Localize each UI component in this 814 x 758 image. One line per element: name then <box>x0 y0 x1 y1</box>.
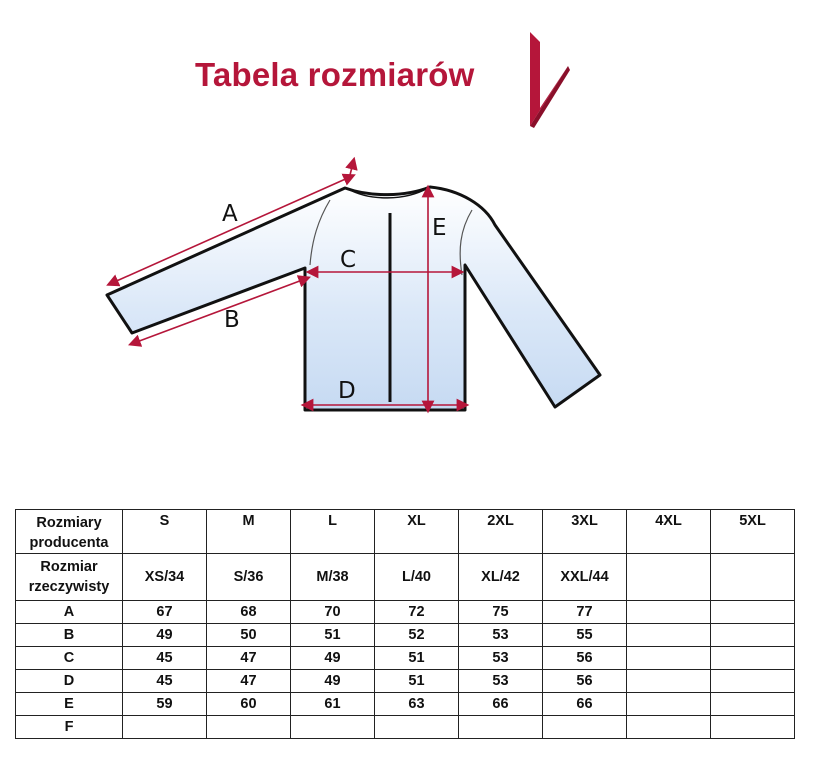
table-row <box>16 624 795 647</box>
table-row <box>16 716 795 739</box>
size-table <box>15 509 795 739</box>
header-size-cell: XL <box>375 510 459 554</box>
measurement-cell: 68 <box>207 601 291 624</box>
real-size-cell: XL/42 <box>459 554 543 601</box>
measurement-cell <box>627 716 711 739</box>
table-row <box>16 601 795 624</box>
real-size-cell: XS/34 <box>123 554 207 601</box>
measurement-cell: 51 <box>375 670 459 693</box>
row-label-cell: B <box>16 624 123 647</box>
table-row <box>16 670 795 693</box>
measurement-cell <box>711 624 795 647</box>
measurement-cell <box>627 624 711 647</box>
header-row <box>16 510 795 554</box>
label-b: B <box>224 307 240 333</box>
measurement-cell: 53 <box>459 670 543 693</box>
measurement-cell <box>375 716 459 739</box>
row-label-cell: D <box>16 670 123 693</box>
measurement-cell: 55 <box>543 624 627 647</box>
measurement-cell <box>711 647 795 670</box>
measurement-cell <box>291 716 375 739</box>
header-label-line2: producenta <box>29 535 109 551</box>
real-size-cell: L/40 <box>375 554 459 601</box>
label-c: C <box>340 247 357 273</box>
real-label-line2: rzeczywisty <box>28 579 110 595</box>
row-label-cell: C <box>16 647 123 670</box>
real-size-cell: M/38 <box>291 554 375 601</box>
measurement-cell: 70 <box>291 601 375 624</box>
measurement-cell <box>627 670 711 693</box>
real-label-cell <box>16 554 123 601</box>
real-size-cell <box>711 554 795 601</box>
measurement-cell: 51 <box>375 647 459 670</box>
label-d: D <box>338 378 356 404</box>
measurement-cell <box>711 670 795 693</box>
header-size-cell: S <box>123 510 207 554</box>
measurement-cell: 49 <box>123 624 207 647</box>
measurement-cell: 45 <box>123 670 207 693</box>
measurement-cell <box>711 601 795 624</box>
measurement-cell: 47 <box>207 670 291 693</box>
measurement-cell: 53 <box>459 647 543 670</box>
real-label-line1: Rozmiar <box>40 559 98 575</box>
row-label-cell: E <box>16 693 123 716</box>
measurement-cell: 52 <box>375 624 459 647</box>
row-label-cell: F <box>16 716 123 739</box>
header-label-cell <box>16 510 123 554</box>
measurement-cell: 50 <box>207 624 291 647</box>
label-a: A <box>222 201 238 227</box>
measurement-cell: 49 <box>291 670 375 693</box>
page-title: Tabela rozmiarów <box>195 56 475 93</box>
sweater-outline <box>107 187 600 410</box>
measurement-cell: 51 <box>291 624 375 647</box>
header-size-cell: M <box>207 510 291 554</box>
measurement-cell: 59 <box>123 693 207 716</box>
real-size-row <box>16 554 795 601</box>
real-size-cell <box>627 554 711 601</box>
measurement-cell: 67 <box>123 601 207 624</box>
measurement-cell: 49 <box>291 647 375 670</box>
header-size-cell: 4XL <box>627 510 711 554</box>
measurement-cell <box>459 716 543 739</box>
measurement-cell <box>627 693 711 716</box>
header-size-cell: 2XL <box>459 510 543 554</box>
down-arrow-icon <box>510 30 576 130</box>
measurement-cell: 61 <box>291 693 375 716</box>
sweater-diagram <box>100 155 620 425</box>
measurement-cell <box>711 716 795 739</box>
measurement-cell: 75 <box>459 601 543 624</box>
measurement-cell: 56 <box>543 647 627 670</box>
label-e: E <box>432 215 447 241</box>
measurement-cell <box>543 716 627 739</box>
header-size-cell: L <box>291 510 375 554</box>
real-size-cell: XXL/44 <box>543 554 627 601</box>
measurement-cell: 66 <box>543 693 627 716</box>
measurement-cell <box>123 716 207 739</box>
header-size-cell: 3XL <box>543 510 627 554</box>
measurement-cell <box>207 716 291 739</box>
measurement-cell: 63 <box>375 693 459 716</box>
measurement-cell <box>711 693 795 716</box>
measurement-cell: 53 <box>459 624 543 647</box>
real-size-cell: S/36 <box>207 554 291 601</box>
header-label-line1: Rozmiary <box>36 515 102 531</box>
measurement-cell: 45 <box>123 647 207 670</box>
table-row <box>16 647 795 670</box>
table-row <box>16 693 795 716</box>
measurement-cell: 77 <box>543 601 627 624</box>
measurement-cell: 72 <box>375 601 459 624</box>
measurement-cell: 47 <box>207 647 291 670</box>
measurement-cell: 66 <box>459 693 543 716</box>
measurement-cell <box>627 647 711 670</box>
measurement-cell: 60 <box>207 693 291 716</box>
measurement-cell: 56 <box>543 670 627 693</box>
measurement-cell <box>627 601 711 624</box>
row-label-cell: A <box>16 601 123 624</box>
header-size-cell: 5XL <box>711 510 795 554</box>
measure-a-tip-line <box>350 163 353 175</box>
